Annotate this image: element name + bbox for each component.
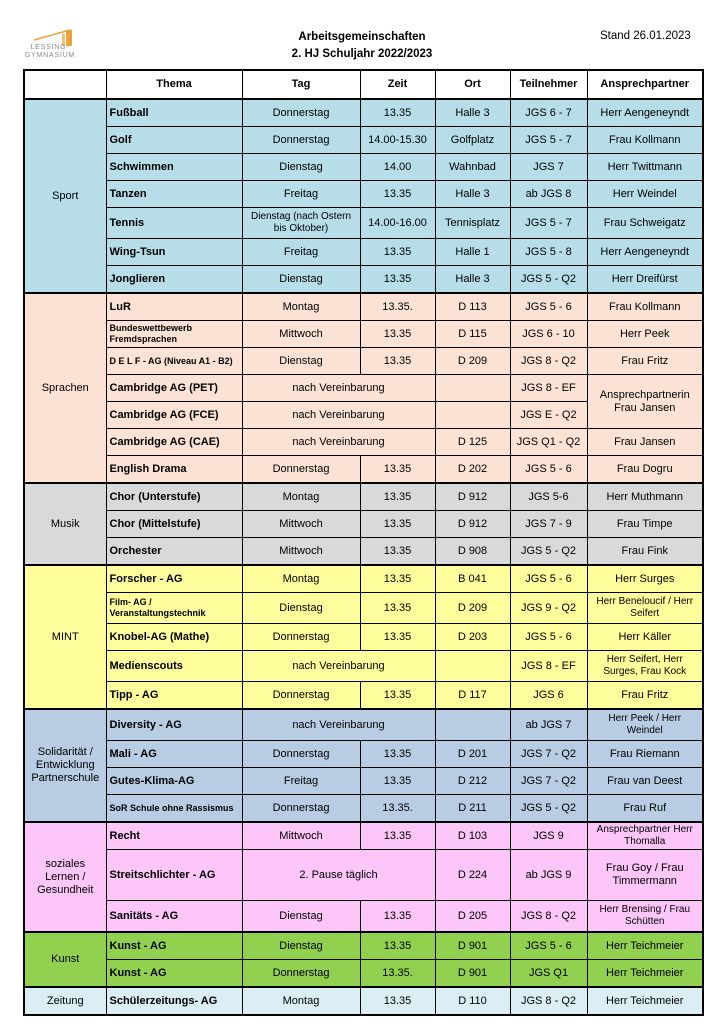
cell-teilnehmer: ab JGS 7 (510, 709, 587, 741)
cell-zeit: 13.35 (360, 239, 435, 266)
cell-ansprechpartner: Herr Muthmann (587, 483, 703, 511)
cell-zeit: 13.35 (360, 456, 435, 484)
cell-ort: D 110 (435, 987, 510, 1015)
cell-tag: Mittwoch (242, 511, 360, 538)
cell-zeit: 13.35. (360, 795, 435, 823)
cell-thema: Medienscouts (106, 651, 242, 682)
cell-teilnehmer: JGS Q1 - Q2 (510, 429, 587, 456)
table-row (24, 429, 703, 456)
table-row (24, 208, 703, 239)
cell-tag: Donnerstag (242, 624, 360, 651)
group-label: MINT (24, 565, 106, 709)
cell-ansprechpartner: Frau Fritz (587, 682, 703, 710)
cell-tag: Freitag (242, 181, 360, 208)
cell-zeit: 13.35 (360, 987, 435, 1015)
cell-zeit: 13.35 (360, 901, 435, 933)
cell-teilnehmer: JGS E - Q2 (510, 402, 587, 429)
cell-zeit: 13.35 (360, 99, 435, 127)
cell-tag: Montag (242, 987, 360, 1015)
cell-thema: D E L F - AG (Niveau A1 - B2) (106, 348, 242, 375)
cell-teilnehmer: JGS 6 (510, 682, 587, 710)
cell-teilnehmer: JGS 7 (510, 154, 587, 181)
table-row (24, 456, 703, 484)
cell-teilnehmer: JGS 5-6 (510, 483, 587, 511)
cell-ort: Halle 3 (435, 181, 510, 208)
cell-ort: D 912 (435, 483, 510, 511)
cell-ansprechpartner: Herr Teichmeier (587, 960, 703, 988)
cell-ort: B 041 (435, 565, 510, 593)
cell-tag-zeit: nach Vereinbarung (242, 709, 435, 741)
cell-ort: D 908 (435, 538, 510, 566)
table-row (24, 850, 703, 901)
cell-thema: Streitschlichter - AG (106, 850, 242, 901)
cell-ansprechpartner: Frau Jansen (587, 429, 703, 456)
table-row (24, 768, 703, 795)
cell-tag-zeit: nach Vereinbarung (242, 375, 435, 402)
cell-ort (435, 651, 510, 682)
table-row (24, 511, 703, 538)
cell-tag: Dienstag (nach Ostern bis Oktober) (242, 208, 360, 239)
cell-teilnehmer: JGS 5 - 6 (510, 932, 587, 960)
cell-zeit: 13.35 (360, 266, 435, 294)
cell-ansprechpartner: Herr Aengeneyndt (587, 239, 703, 266)
cell-teilnehmer: JGS 5 - Q2 (510, 795, 587, 823)
cell-ort: D 205 (435, 901, 510, 933)
cell-ansprechpartner: Herr Dreifürst (587, 266, 703, 294)
cell-zeit: 13.35 (360, 741, 435, 768)
logo-text: LESSING- GYMNASIUM (24, 44, 76, 59)
table-row (24, 822, 703, 850)
cell-ort: D 115 (435, 321, 510, 348)
cell-tag: Montag (242, 483, 360, 511)
table-row (24, 709, 703, 741)
group-label: Sprachen (24, 293, 106, 483)
cell-ort: D 202 (435, 456, 510, 484)
cell-thema: LuR (106, 293, 242, 321)
table-row (24, 181, 703, 208)
cell-thema: Golf (106, 127, 242, 154)
cell-teilnehmer: JGS 8 - Q2 (510, 348, 587, 375)
cell-ansprechpartner: Herr Teichmeier (587, 987, 703, 1015)
cell-thema: Sanitäts - AG (106, 901, 242, 933)
cell-thema: Cambridge AG (FCE) (106, 402, 242, 429)
group-label: Zeitung (24, 987, 106, 1015)
cell-teilnehmer: JGS 6 - 7 (510, 99, 587, 127)
cell-ansprechpartner: Herr Aengeneyndt (587, 99, 703, 127)
cell-ansprechpartner: Frau Kollmann (587, 293, 703, 321)
table-row (24, 348, 703, 375)
cell-thema: Bundeswettbewerb Fremdsprachen (106, 321, 242, 348)
cell-ort (435, 375, 510, 402)
cell-tag-zeit: 2. Pause täglich (242, 850, 435, 901)
table-row (24, 960, 703, 988)
cell-ort: Halle 3 (435, 99, 510, 127)
table-row (24, 375, 703, 402)
cell-ansprechpartner: Frau Ruf (587, 795, 703, 823)
table-row (24, 795, 703, 823)
cell-teilnehmer: JGS 8 - EF (510, 375, 587, 402)
header-ort: Ort (435, 70, 510, 99)
cell-tag: Donnerstag (242, 456, 360, 484)
cell-tag: Donnerstag (242, 682, 360, 710)
cell-zeit: 13.35 (360, 624, 435, 651)
cell-thema: Kunst - AG (106, 932, 242, 960)
cell-tag: Montag (242, 565, 360, 593)
cell-ansprechpartner: Herr Beneloucif / Herr Seifert (587, 593, 703, 624)
cell-teilnehmer: JGS 9 - Q2 (510, 593, 587, 624)
cell-thema: Tipp - AG (106, 682, 242, 710)
cell-ort: D 224 (435, 850, 510, 901)
cell-tag: Donnerstag (242, 795, 360, 823)
cell-ort: Halle 3 (435, 266, 510, 294)
cell-tag: Freitag (242, 239, 360, 266)
cell-tag: Mittwoch (242, 321, 360, 348)
cell-tag: Mittwoch (242, 538, 360, 566)
cell-zeit: 13.35 (360, 682, 435, 710)
cell-ansprechpartner: Frau van Deest (587, 768, 703, 795)
cell-ort: D 125 (435, 429, 510, 456)
cell-ansprechpartner: Ansprechpartnerin Frau Jansen (587, 375, 703, 429)
page-title: Arbeitsgemeinschaften 2. HJ Schuljahr 2022/2023 (291, 31, 433, 60)
cell-thema: SoR Schule ohne Rassismus (106, 795, 242, 823)
cell-ansprechpartner: Frau Goy / Frau Timmermann (587, 850, 703, 901)
table-row (24, 682, 703, 710)
cell-ansprechpartner: Frau Dogru (587, 456, 703, 484)
cell-tag: Dienstag (242, 154, 360, 181)
table-row (24, 154, 703, 181)
cell-teilnehmer: JGS 7 - Q2 (510, 768, 587, 795)
cell-zeit: 13.35 (360, 932, 435, 960)
cell-thema: Schwimmen (106, 154, 242, 181)
cell-thema: Mali - AG (106, 741, 242, 768)
cell-tag-zeit: nach Vereinbarung (242, 429, 435, 456)
cell-ort: D 901 (435, 932, 510, 960)
table-header (24, 70, 703, 99)
cell-tag-zeit: nach Vereinbarung (242, 651, 435, 682)
cell-teilnehmer: ab JGS 8 (510, 181, 587, 208)
table-row (24, 127, 703, 154)
cell-teilnehmer: JGS 5 - 7 (510, 208, 587, 239)
cell-ort: D 209 (435, 593, 510, 624)
cell-ansprechpartner: Herr Seifert, Herr Surges, Frau Kock (587, 651, 703, 682)
cell-zeit: 13.35 (360, 181, 435, 208)
cell-ort: D 201 (435, 741, 510, 768)
cell-tag: Dienstag (242, 593, 360, 624)
cell-thema: Tennis (106, 208, 242, 239)
cell-thema: Jonglieren (106, 266, 242, 294)
header-group (24, 70, 106, 99)
cell-teilnehmer: JGS 5 - 8 (510, 239, 587, 266)
cell-thema: Fußball (106, 99, 242, 127)
cell-ort: D 901 (435, 960, 510, 988)
cell-ort: Halle 1 (435, 239, 510, 266)
cell-thema: English Drama (106, 456, 242, 484)
cell-ort: Tennisplatz (435, 208, 510, 239)
cell-tag: Donnerstag (242, 960, 360, 988)
cell-ansprechpartner: Herr Peek / Herr Weindel (587, 709, 703, 741)
cell-tag: Dienstag (242, 901, 360, 933)
cell-zeit: 13.35 (360, 593, 435, 624)
cell-tag: Donnerstag (242, 127, 360, 154)
cell-thema: Gutes-Klima-AG (106, 768, 242, 795)
cell-ansprechpartner: Herr Twittmann (587, 154, 703, 181)
cell-zeit: 13.35 (360, 768, 435, 795)
header-zeit: Zeit (360, 70, 435, 99)
cell-teilnehmer: JGS 5 - Q2 (510, 538, 587, 566)
cell-teilnehmer: JGS 7 - Q2 (510, 741, 587, 768)
table-row (24, 266, 703, 294)
table-row (24, 932, 703, 960)
cell-zeit: 13.35. (360, 293, 435, 321)
cell-ort: D 113 (435, 293, 510, 321)
cell-ansprechpartner: Herr Peek (587, 321, 703, 348)
cell-thema: Cambridge AG (CAE) (106, 429, 242, 456)
cell-thema: Film- AG / Veranstaltungstechnik (106, 593, 242, 624)
group-label: Sport (24, 99, 106, 293)
cell-teilnehmer: JGS 6 - 10 (510, 321, 587, 348)
cell-teilnehmer: JGS 7 - 9 (510, 511, 587, 538)
table-row (24, 624, 703, 651)
cell-ansprechpartner: Frau Kollmann (587, 127, 703, 154)
cell-ansprechpartner: Frau Fink (587, 538, 703, 566)
cell-teilnehmer: JGS 5 - 6 (510, 565, 587, 593)
cell-teilnehmer: JGS 5 - 6 (510, 624, 587, 651)
cell-zeit: 14.00-16.00 (360, 208, 435, 239)
cell-zeit: 13.35 (360, 321, 435, 348)
cell-ort: Wahnbad (435, 154, 510, 181)
stand-date: Stand 26.01.2023 (600, 30, 691, 42)
cell-zeit: 13.35 (360, 565, 435, 593)
table-row (24, 741, 703, 768)
cell-thema: Kunst - AG (106, 960, 242, 988)
header-teilnehmer: Teilnehmer (510, 70, 587, 99)
ag-table (23, 69, 704, 1016)
cell-thema: Knobel-AG (Mathe) (106, 624, 242, 651)
table-row (24, 565, 703, 593)
cell-thema: Schülerzeitungs- AG (106, 987, 242, 1015)
cell-ort (435, 709, 510, 741)
cell-ort: D 211 (435, 795, 510, 823)
cell-ort: D 103 (435, 822, 510, 850)
cell-tag: Donnerstag (242, 99, 360, 127)
cell-ansprechpartner: Herr Käller (587, 624, 703, 651)
cell-teilnehmer: JGS 5 - Q2 (510, 266, 587, 294)
cell-tag: Montag (242, 293, 360, 321)
group-label: soziales Lernen / Gesundheit (24, 822, 106, 932)
cell-ort: D 912 (435, 511, 510, 538)
cell-ort (435, 402, 510, 429)
cell-zeit: 13.35 (360, 538, 435, 566)
cell-thema: Diversity - AG (106, 709, 242, 741)
cell-tag: Mittwoch (242, 822, 360, 850)
cell-thema: Chor (Mittelstufe) (106, 511, 242, 538)
table-row (24, 239, 703, 266)
cell-tag: Dienstag (242, 932, 360, 960)
cell-ort: D 212 (435, 768, 510, 795)
table-row (24, 593, 703, 624)
header-tag: Tag (242, 70, 360, 99)
cell-ansprechpartner: Frau Fritz (587, 348, 703, 375)
group-label: Kunst (24, 932, 106, 987)
cell-tag: Freitag (242, 768, 360, 795)
header-ansprechpartner: Ansprechpartner (587, 70, 703, 99)
cell-thema: Orchester (106, 538, 242, 566)
cell-zeit: 13.35 (360, 348, 435, 375)
cell-ansprechpartner: Frau Riemann (587, 741, 703, 768)
group-label: Solidarität / Entwicklung Partnerschule (24, 709, 106, 822)
cell-ansprechpartner: Herr Surges (587, 565, 703, 593)
table-row (24, 901, 703, 933)
cell-teilnehmer: JGS 8 - EF (510, 651, 587, 682)
header-thema: Thema (106, 70, 242, 99)
cell-teilnehmer: JGS Q1 (510, 960, 587, 988)
cell-ansprechpartner: Herr Teichmeier (587, 932, 703, 960)
cell-zeit: 14.00-15.30 (360, 127, 435, 154)
cell-ort: D 203 (435, 624, 510, 651)
table-row (24, 483, 703, 511)
cell-thema: Chor (Unterstufe) (106, 483, 242, 511)
cell-ansprechpartner: Ansprechpartner Herr Thomalla (587, 822, 703, 850)
cell-teilnehmer: JGS 5 - 7 (510, 127, 587, 154)
cell-ansprechpartner: Frau Schweigatz (587, 208, 703, 239)
cell-thema: Recht (106, 822, 242, 850)
cell-zeit: 13.35 (360, 511, 435, 538)
cell-thema: Tanzen (106, 181, 242, 208)
cell-zeit: 13.35. (360, 960, 435, 988)
cell-teilnehmer: JGS 5 - 6 (510, 456, 587, 484)
cell-thema: Wing-Tsun (106, 239, 242, 266)
table-row (24, 321, 703, 348)
cell-ort: D 209 (435, 348, 510, 375)
cell-ort: D 117 (435, 682, 510, 710)
cell-ort: Golfplatz (435, 127, 510, 154)
cell-thema: Cambridge AG (PET) (106, 375, 242, 402)
table-row (24, 99, 703, 127)
cell-teilnehmer: JGS 9 (510, 822, 587, 850)
cell-zeit: 13.35 (360, 483, 435, 511)
cell-tag: Donnerstag (242, 741, 360, 768)
cell-teilnehmer: JGS 8 - Q2 (510, 987, 587, 1015)
cell-ansprechpartner: Herr Weindel (587, 181, 703, 208)
cell-teilnehmer: JGS 8 - Q2 (510, 901, 587, 933)
table-row (24, 293, 703, 321)
cell-ansprechpartner: Herr Brensing / Frau Schütten (587, 901, 703, 933)
cell-tag: Dienstag (242, 348, 360, 375)
table-row (24, 538, 703, 566)
cell-thema: Forscher - AG (106, 565, 242, 593)
cell-ansprechpartner: Frau Timpe (587, 511, 703, 538)
cell-tag: Dienstag (242, 266, 360, 294)
group-label: Musik (24, 483, 106, 565)
cell-zeit: 14.00 (360, 154, 435, 181)
cell-teilnehmer: JGS 5 - 6 (510, 293, 587, 321)
cell-zeit: 13.35 (360, 822, 435, 850)
cell-tag-zeit: nach Vereinbarung (242, 402, 435, 429)
cell-teilnehmer: ab JGS 9 (510, 850, 587, 901)
table-row (24, 987, 703, 1015)
table-row (24, 651, 703, 682)
